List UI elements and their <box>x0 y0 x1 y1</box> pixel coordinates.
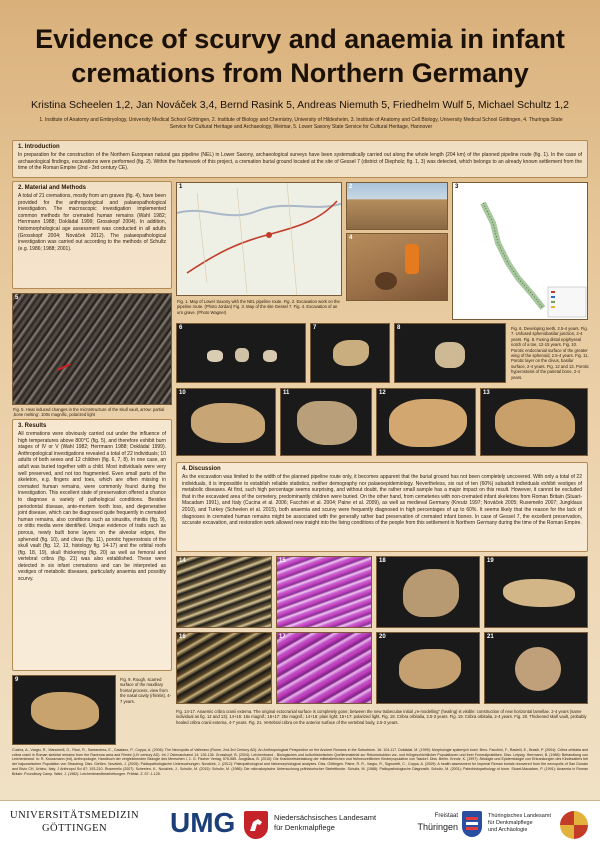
caption-figure-5: Fig. 5. Heat induced changes in the microstructure of the skull vault, arrow: partial ‚bone melting'. 100x magnific, polarized light <box>13 407 165 418</box>
bone-fragment <box>333 340 369 366</box>
figure-8-toe-photo <box>394 323 506 383</box>
site-plan-graphic <box>453 183 588 320</box>
figure-2-excavation-photo <box>346 182 448 230</box>
figure-6-number: 6 <box>179 325 183 331</box>
figure-7-number: 7 <box>313 325 317 331</box>
figure-11-clivus-photo <box>280 388 372 456</box>
tlda-emblem-icon <box>560 811 588 839</box>
figure-19-cribra-orbitalia-photo <box>484 556 588 628</box>
figure-6-teeth-photo <box>176 323 306 383</box>
figure-17-histology-polarized-photo <box>276 632 372 704</box>
figure-1-number: 1 <box>179 184 183 190</box>
results-heading: 3. Results <box>18 423 47 429</box>
bone-fragment <box>435 342 465 368</box>
umg-line-2: GÖTTINGEN <box>41 823 108 834</box>
figure-7-sphenobasilar-photo <box>310 323 390 383</box>
title-line-2: cremations from Northern Germany <box>71 58 529 88</box>
figure-13-number: 13 <box>483 390 490 396</box>
urn-shape <box>375 272 397 290</box>
lower-saxony-horse-icon <box>244 811 268 839</box>
thueringen-logo-text <box>400 811 458 833</box>
figure-8-number: 8 <box>397 325 401 331</box>
caption-figures-1-4: Fig. 1. Map of Lower Saxony with the NEL pipeline route. Fig. 2. Excavation work on the pipeline route. (Photo Jordan) Fig. 3. Map of the site Gessel 7. Fig. 4. Excavation of an urn grave. (Photo Wagner) <box>177 299 340 315</box>
tlda-line-2: für Denkmalpflege <box>488 820 533 826</box>
tlda-line-3: und Archäologie <box>488 827 528 833</box>
thueringen-line-2: Thüringen <box>417 822 458 832</box>
introduction-heading: 1. Introduction <box>18 144 60 150</box>
figure-14-number: 14 <box>179 558 186 564</box>
discussion-heading: 4. Discussion <box>182 466 221 472</box>
figure-12-number: 12 <box>379 390 386 396</box>
figure-10-number: 10 <box>179 390 186 396</box>
thueringen-line-1: Freistaat <box>434 813 458 819</box>
title-line-1: Evidence of scurvy and anaemia in infant <box>35 24 565 54</box>
caption-figure-9: Fig. 9. Rough, scarred surface of the maxillary frontal process, view from the nasal cavity (rhinitis), 4-7 years. <box>120 677 171 704</box>
figure-18-cribra-orbitalia-photo <box>376 556 480 628</box>
caption-figures-6-13: Fig. 6. Developing teeth, 2.5-4 years. Fig. 7. Unfused sphenobasilar junction, 2-4 years. Fig. 8. Fusing distal epiphyseal notch of a toe, 12-15 years. Fig. 10. Porotic endocranial surface of the greater wing of the sphenoid, 2.5-4 years. Fig. 11. Porotic layer on the clivus, basilar surface, 2-4 years. Fig. 12 and 13. Porotic hyperostosis of the parietal bone, 2-4 years. <box>511 326 589 380</box>
figure-12-parietal-photo <box>376 388 476 456</box>
figure-4-urn-grave-photo <box>346 233 448 301</box>
figure-4-number: 4 <box>349 235 353 241</box>
methods-heading: 2. Material and Methods <box>18 185 87 191</box>
figure-21-vertebral-cribra-photo <box>484 632 588 704</box>
affiliations: 1. Institute of Anatomy and Embryology, University Medical School Göttingen, 2. Institute of Biology and Chemistry, University of Hildesheim, 3. Institute of Anatomy and Cell Biology, University Medical School Göttingen, 4. Thuringia State Service for Cultural Heritage and Archaeology, Weimar, 5. Lower Saxony State Service for Cultural Heritage, Hannover <box>39 117 563 130</box>
nlfd-line-2: für Denkmalpflege <box>274 823 335 832</box>
authors: Kristina Scheelen 1,2, Jan Nováček 3,4, Bernd Rasink 5, Andreas Niemuth 5, Friedhelm Wulf 5, Michael Schultz 1,2 <box>31 99 569 111</box>
bone-fragment <box>403 569 459 617</box>
tooth-fragment <box>207 350 223 362</box>
figure-15-number: 15 <box>279 558 286 564</box>
logo-strip <box>0 800 600 849</box>
figure-13-parietal-photo <box>480 388 588 456</box>
figure-19-number: 19 <box>487 558 494 564</box>
bone-fragment <box>503 579 575 607</box>
arrow-marker <box>57 363 71 371</box>
figure-16-number: 16 <box>179 634 186 640</box>
figure-18-number: 18 <box>379 558 386 564</box>
results-text: All cremations were obviously carried out under the influence of high temperatures above 800°C (fig. 5), and therefore exhibit burn stages of IV or V (Wahl 1982; Herrmann 1988; Doklàdal 1999). Anthropological investigations revealed a total of 22 individuals; 10 adults of both sexes and 12 children (fig. 6, 7, 8). In one case, an adult was buried together with a child. Most individuals were very well preserved, and not too fragmented. Even small parts of the skeleton, e.g. fingers and toes, which are often missing in cremated human remains, were commonly found during the investigation. This excellent state of preservation offered a chance to diagnose a variety of pathological conditions. Besides periodontal disease, ante-mortem tooth loss, and degenerative joint disease, which can be diagnosed quite frequently in cremated human remains, also conditions such as sinusitis, rhinitis (fig. 9), or otitis media were identified. Unique evidence of traits such as porous, newly built bone layers on the alveolar edges, the sphenoid (fig. 10), and clivus (fig. 11), porotic hyperostosis of the skull vault (fig. 12, 13, histology fig. 14-17) and the orbital roofs (fig. 18, 19), skull thickening (fig. 20) as well as femoral and vertebral cribra (fig. 21) was also established. These were detected in six infant cremations and can be interpreted as vestiges of metabolic diseases, particularly anaemia and possibly scurvy. <box>18 431 166 583</box>
nlfd-line-1: Niedersächsisches Landesamt <box>274 813 377 822</box>
discussion-text: As the excavation was limited to the width of the planned pipeline route only, it becomes apparent that the burial ground has not been completely uncovered. With only a total of 22 individuals, it is impossible to establish reliable statistics, neither demography nor palaeoepidemiology. Nevertheless, six out of ten (60%) subadult individuals exhibit vestiges of metabolic diseases. At first, such high percentage seems surprising, and without doubt, the rather small sample has a major impact on this result. However, it cannot be excluded that in the excavated area of the cemetery, predominantly children were buried. On the other hand, from cemeteries with non-cremated infant skeletons from Roman Britain (Stuart-Macadam 1991), and Italy (Cucina et al. 2006; Facchini et al. 2004; Paine et al. 2009), as well as medieval Germany (Kreutz 1997; Nováček 2005; Rusemeilo 2007; Jungklaus 2010), and Turkey (Scheelen et al. 2015), both anaemia and scurvy were frequently diagnosed in high percentages of up to 60%. It seems likely that the reason for the lack of diagnoses in cremated human remains might be associated with the generally rather bad preservation of cremated infant bones. In case of Gessel 7, the excellent preservation, accurate excavation, and restoration work allowed new insight into the living conditions of the people from this settlement in Northern Germany during the time of the Roman Empire. <box>182 474 582 527</box>
tlda-line-1: Thüringisches Landesamt <box>488 813 551 819</box>
figure-5-number: 5 <box>15 295 19 301</box>
figure-9-number: 9 <box>15 677 19 683</box>
figure-17-number: 17 <box>279 634 286 640</box>
figure-21-number: 21 <box>487 634 494 640</box>
bone-fragment <box>495 399 575 447</box>
figure-9-maxilla-photo <box>12 675 116 745</box>
figure-5-microstructure-photo <box>12 293 172 405</box>
references: Cucina, A., Vargiu, R., Mancinelli, D., Ricci, R., Santandrea, E., Catalano, P., Coppa, A. (2006): The Necropolis of Vallerano (Rome, 2nd-3rd Century AD): An Anthropological Perspective on the Ancient Romans in the Suburbium. 16: 104-117. Doklàdal, M. (1999): Morphologie spálených kostí. Brno. Facchini, F., Rastelli, E., Brasili, P. (2004): Cribra orbitalia and cribra cranii in Roman skeletal remains from the Ravenna area and Rimini (I-IV century AD). Int J Osteoarchaeol 14: 126-136. Grosskopf, B. (2004): Leichenbrand - Biologisches und kulturhistorisches Quellenmaterial zur Rekonstruktion vor- und frühgeschichtlicher Populationen und ihrer Funeralpraktiken. Diss. Leipzig. Herrmann, B. (1988): Behandlung von Leichenbrand. In: R. Knussmann (ed), Anthropologie, Handbuch der vergleichenden Biologie des Menschen I, 1. G. Fischer Verlag, 576-585. Jungklaus, B. (2010): Die Krankheitsbelastung der mittelalterlichen und frühneuzeitlichen Kinderpopulation von Tasdorf. Diss. Berlin. Kreutz, K. (1997): Ätiologie und Epidemiologie von Erkrankungen des Kindesalters bei der bajuwarischen Population von Straubing. Diss. Gießen. Nováček, J. (2005): Paläopathologische Untersuchungen. Nováček, J. (2012): Paleopathological and histomorphological analyses. Diss. Göttingen. Paine, R. R., Vargiu, R., Signoretti, C., Coppa, A. (2009): A health assessment for Imperial Roman burials recovered from the necropolis of San Donato and Bivio CH, Urbino, Italy. J Anthropol Sci 87: 193-210. Rusemeilo (2007). Scheelen, K., Nováček, J., Schultz, M. (2015): Schultz, M. (1986): Die mikroskopische Untersuchung prähistorischer Skelettfunde. Schultz, M. (1988): Paläopathologische Diagnostik. Schultz, M. (2001): Paleohistopathology of bone. Stuart-Macadam, P. (1991): Anaemia in Roman Britain: Poundbury Camp. Wahl, J. (1982): Leichenbrandbearbeitungen. Prähist. Z. 57: 1-125. <box>12 748 588 776</box>
methods-section <box>12 181 172 289</box>
figure-2-number: 2 <box>349 184 353 190</box>
figure-20-number: 20 <box>379 634 386 640</box>
figure-1-map <box>176 182 342 296</box>
tooth-fragment <box>263 350 277 362</box>
tlda-logo-text <box>488 813 551 834</box>
discussion-section <box>176 462 588 552</box>
umg-wordmark <box>10 809 139 835</box>
figure-11-number: 11 <box>283 390 290 396</box>
introduction-text: In preparation for the construction of the Northern European natural gas pipeline (NEL) in Lower Saxony, archaeological surveys have been systematically carried out along the whole length (204 km) of the planned pipeline route (fig. 1). In the case of archaeological findings, excavations were performed (fig. 2). Within the framework of this project, a cremation burial ground located at the site of Gessel 7 (district of Diepholz; fig. 1, 3) was detected, which belongs to an already known settlement from the time of the Roman Empire (2nd - 3rd century CE). <box>18 152 582 172</box>
bone-fragment <box>399 649 461 689</box>
results-section <box>12 419 172 671</box>
poster-title <box>0 22 600 90</box>
figure-20-skull-vault-photo <box>376 632 480 704</box>
figure-15-histology-polarized-photo <box>276 556 372 628</box>
figure-10-sphenoid-photo <box>176 388 276 456</box>
figure-3-number: 3 <box>455 184 459 190</box>
excavator-figure <box>405 244 419 274</box>
thueringen-lion-icon <box>462 811 482 837</box>
figure-3-site-map <box>452 182 588 320</box>
nlfd-logo-text <box>274 813 376 833</box>
umg-line-1: UNIVERSITÄTSMEDIZIN <box>10 810 140 821</box>
figure-14-histology-photo <box>176 556 272 628</box>
caption-figures-14-21: Fig. 14-17. Anaemic cribra cranii externa. The original ectocranial surface is completely gone; between the new trabeculae initial „re-modelling" (healing) is visible: construction of new horizontal lamellae. 2-4 years (same individual as fig. 12 and 13). 14+15: 16x magnif.; 16+17: 25x magnif.; 14+16: plain light; 15+17: polarized light. Fig. 18. Cribra orbitalia, 2.5-3 years. Fig. 19. Cribra orbitalia, 2-4 years. Fig. 20. Thickened skull vault, probably healed cribra cranii externa, 4-7 years. Fig. 21. Vertebral cribra on the anterior surface of the vertebral body, 2.5-3 years. <box>176 709 587 725</box>
bone-fragment <box>31 692 99 730</box>
tooth-fragment <box>235 348 249 362</box>
introduction-section <box>12 140 588 178</box>
pipeline-map-graphic <box>177 183 342 296</box>
bone-fragment <box>515 647 561 691</box>
methods-text: A total of 21 cremations, mostly from urn graves (fig. 4), have been provided for the anthropological and palaeopathological investigation. The macroscopic investigation implemented common methods for cremated human remains (Wahl 1982; Herrmann 1988; Doklàdal 1999; Grosskopf 2004). In addition, histomorphological age assessment was conducted in all adults (Grosskopf 2004; Nováček 2012). The palaeopathological investigation was carried out according to the methods of Schultz (e.g. 1986; 1988; 2001). <box>18 193 166 252</box>
figure-16-histology-photo <box>176 632 272 704</box>
umg-logo: UMG <box>170 807 236 838</box>
bone-fragment <box>389 399 467 447</box>
bone-fragment <box>191 403 265 443</box>
bone-fragment <box>297 401 357 445</box>
